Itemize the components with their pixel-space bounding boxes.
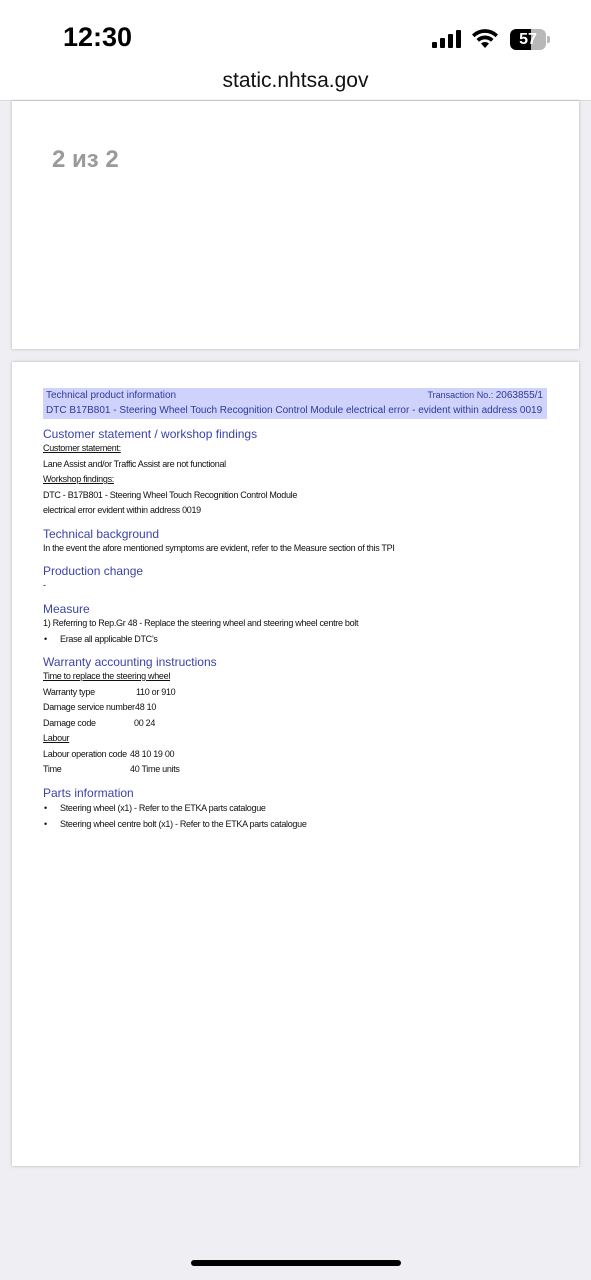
labour-row-label: Labour operation code <box>43 748 127 759</box>
document-content <box>43 388 547 832</box>
transaction-info <box>428 390 544 401</box>
labour-label: Labour <box>43 733 70 743</box>
clock: 12:30 <box>63 22 133 52</box>
page-counter: 2 из 2 <box>52 146 119 173</box>
bullet-glyph: • <box>44 818 47 829</box>
customer-heading: Customer statement / workshop findings <box>43 427 258 441</box>
pdf-viewer[interactable] <box>0 101 591 1240</box>
labour-row-label: Time <box>43 764 62 774</box>
labour-row-value: 40 Time units <box>130 764 180 774</box>
measure-bullet-text: Erase all applicable DTC’s <box>60 634 158 644</box>
parts-item <box>43 800 547 816</box>
warranty-row-value: 48 10 <box>135 702 157 712</box>
transaction-label: Transaction No.: <box>427 390 494 400</box>
measure-heading: Measure <box>43 601 90 616</box>
header-subtitle: DTC B17B801 - Steering Wheel Touch Recognition Control Module electrical error - evident within address 0019 <box>46 405 543 416</box>
bullet-glyph: • <box>44 634 47 644</box>
labour-row <box>43 747 547 763</box>
production-text: - <box>43 580 46 590</box>
wifi-icon <box>472 27 498 49</box>
workshop-findings-label: Workshop findings: <box>43 474 114 484</box>
pdf-page-2 <box>12 362 579 1166</box>
battery-body <box>510 29 546 50</box>
address-bar[interactable] <box>0 66 591 102</box>
warranty-row-label: Damage code <box>43 717 96 728</box>
workshop-findings-line-2: electrical error evident within address 0019 <box>43 505 201 515</box>
technical-heading: Technical background <box>43 526 160 541</box>
header-title: Technical product information <box>46 390 177 401</box>
warranty-row-value: 00 24 <box>134 717 156 728</box>
parts-item <box>43 816 547 832</box>
battery-level-text: 57 <box>519 31 537 48</box>
warranty-subheading: Time to replace the steering wheel <box>43 671 171 681</box>
warranty-heading: Warranty accounting instructions <box>43 655 217 669</box>
measure-step: 1) Referring to Rep.Gr 48 - Replace the steering wheel and steering wheel centre bolt <box>43 617 359 628</box>
parts-item-text: Steering wheel (x1) - Refer to the ETKA parts catalogue <box>60 802 266 813</box>
transaction-number: 2063855/1 <box>495 390 543 401</box>
status-bar <box>0 0 591 66</box>
parts-item-text: Steering wheel centre bolt (x1) - Refer to the ETKA parts catalogue <box>60 818 307 829</box>
production-heading: Production change <box>43 564 144 578</box>
parts-heading: Parts information <box>43 785 134 800</box>
home-indicator[interactable] <box>191 1260 401 1266</box>
url-text[interactable]: static.nhtsa.gov <box>222 69 369 92</box>
customer-statement-text: Lane Assist and/or Traffic Assist are not functional <box>43 458 226 469</box>
warranty-row <box>43 716 547 732</box>
warranty-row-label: Damage service number <box>43 702 135 712</box>
pdf-page-1 <box>12 101 579 349</box>
cellular-signal-icon <box>432 30 464 48</box>
workshop-findings-line-1: DTC - B17B801 - Steering Wheel Touch Recognition Control Module <box>43 489 298 500</box>
labour-row-value: 48 10 19 00 <box>130 748 175 759</box>
customer-statement-label: Customer statement: <box>43 443 121 453</box>
warranty-row <box>43 700 547 716</box>
battery-nub <box>547 36 550 43</box>
labour-row <box>43 762 547 778</box>
battery-icon <box>510 29 550 50</box>
measure-bullet <box>43 631 547 647</box>
warranty-row-label: Warranty type <box>43 686 95 697</box>
document-header <box>43 388 547 419</box>
bullet-glyph: • <box>44 802 47 813</box>
technical-text: In the event the afore mentioned symptoms are evident, refer to the Measure section of this TPI <box>43 542 395 553</box>
warranty-row-value: 110 or 910 <box>136 686 176 697</box>
warranty-row <box>43 685 547 701</box>
